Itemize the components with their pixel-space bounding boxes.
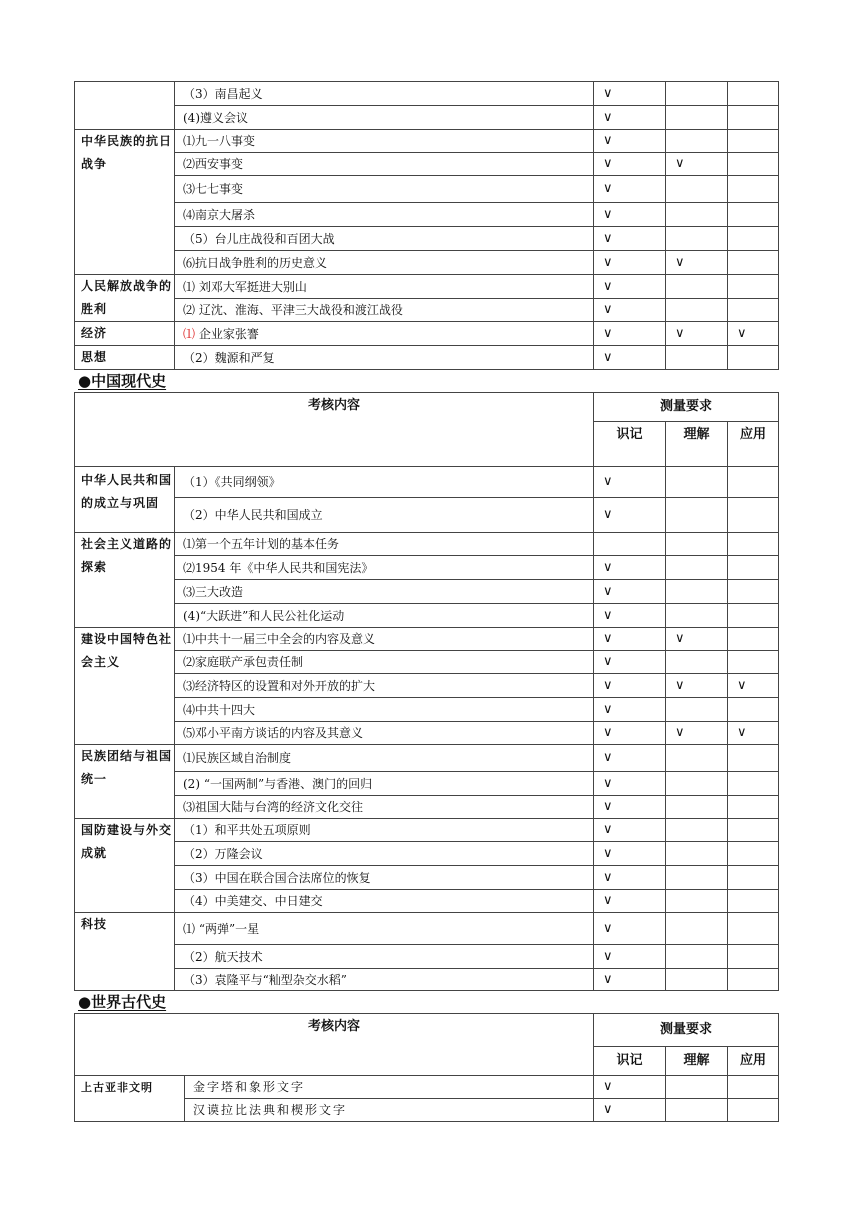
- apply-mark: [728, 969, 779, 991]
- understand-mark: [666, 227, 728, 251]
- recall-header: 识记: [594, 422, 666, 467]
- understand-mark: [666, 176, 728, 203]
- recall-mark: ∨: [594, 130, 666, 153]
- understand-mark: [666, 580, 728, 604]
- item-cell: ⑴第一个五年计划的基本任务: [175, 533, 594, 556]
- understand-mark: [666, 842, 728, 866]
- table-row: [75, 604, 779, 628]
- recall-mark: ∨: [594, 674, 666, 698]
- understand-mark: ∨: [666, 722, 728, 745]
- item-number: ⑴: [183, 326, 196, 341]
- table-row: [75, 628, 779, 651]
- apply-mark: [728, 580, 779, 604]
- recall-mark: ∨: [594, 467, 666, 498]
- table-row: [75, 498, 779, 533]
- understand-mark: [666, 1099, 728, 1122]
- understand-mark: [666, 969, 728, 991]
- item-cell: ⑷南京大屠杀: [175, 203, 594, 227]
- item-cell: ⑴ 刘邓大军挺进大别山: [175, 275, 594, 299]
- table-modern-history-continued: [74, 81, 779, 370]
- table-row: [75, 130, 779, 153]
- understand-mark: [666, 275, 728, 299]
- table-row: [75, 913, 779, 945]
- table-row: [75, 674, 779, 698]
- understand-mark: ∨: [666, 628, 728, 651]
- item-cell: （3）中国在联合国合法席位的恢复: [175, 866, 594, 890]
- apply-mark: [728, 945, 779, 969]
- apply-mark: [728, 698, 779, 722]
- table-row: [75, 176, 779, 203]
- table-header-row: [75, 393, 779, 422]
- table-row: [75, 866, 779, 890]
- category-cell: 上古亚非文明: [75, 1076, 185, 1122]
- apply-mark: [728, 533, 779, 556]
- table-row: [75, 796, 779, 819]
- table-row: [75, 227, 779, 251]
- apply-mark: [728, 1099, 779, 1122]
- understand-mark: [666, 745, 728, 772]
- item-cell: （4）中美建交、中日建交: [175, 890, 594, 913]
- item-cell: (2) “一国两制”与香港、澳门的回归: [175, 772, 594, 796]
- item-cell: ⑶祖国大陆与台湾的经济文化交往: [175, 796, 594, 819]
- understand-mark: [666, 819, 728, 842]
- apply-mark: [728, 913, 779, 945]
- recall-mark: ∨: [594, 866, 666, 890]
- table-row: [75, 275, 779, 299]
- table-row: [75, 772, 779, 796]
- table-row: [75, 533, 779, 556]
- item-cell: （1）《共同纲领》: [175, 467, 594, 498]
- recall-mark: ∨: [594, 796, 666, 819]
- apply-mark: [728, 842, 779, 866]
- recall-mark: ∨: [594, 299, 666, 322]
- recall-mark: ∨: [594, 153, 666, 176]
- apply-mark: [728, 556, 779, 580]
- item-cell: ⑴民族区域自治制度: [175, 745, 594, 772]
- understand-mark: [666, 299, 728, 322]
- apply-mark: [728, 275, 779, 299]
- item-cell: （2）魏源和严复: [175, 346, 594, 370]
- measure-header: 测量要求: [594, 1014, 779, 1047]
- understand-mark: [666, 945, 728, 969]
- table-row: [75, 819, 779, 842]
- category-cell: [75, 82, 175, 130]
- recall-mark: ∨: [594, 322, 666, 346]
- apply-mark: [728, 251, 779, 275]
- apply-mark: [728, 227, 779, 251]
- table-header-row: [75, 1014, 779, 1047]
- recall-mark: ∨: [594, 227, 666, 251]
- apply-mark: ∨: [728, 674, 779, 698]
- item-cell: ⑴ “两弹”一星: [175, 913, 594, 945]
- item-cell: [175, 322, 594, 346]
- recall-mark: ∨: [594, 498, 666, 533]
- recall-mark: ∨: [594, 628, 666, 651]
- recall-mark: ∨: [594, 275, 666, 299]
- understand-mark: [666, 796, 728, 819]
- item-cell: （1）和平共处五项原则: [175, 819, 594, 842]
- item-cell: 汉谟拉比法典和楔形文字: [185, 1099, 594, 1122]
- table-row: [75, 698, 779, 722]
- item-cell: ⑹抗日战争胜利的历史意义: [175, 251, 594, 275]
- item-cell: ⑷中共十四大: [175, 698, 594, 722]
- item-cell: ⑵家庭联产承包责任制: [175, 651, 594, 674]
- understand-mark: [666, 346, 728, 370]
- item-cell: ⑵西安事变: [175, 153, 594, 176]
- table-modern-china: [74, 392, 779, 991]
- table-row: [75, 580, 779, 604]
- table-row: [75, 82, 779, 106]
- table-row: [75, 153, 779, 176]
- table-row: [75, 842, 779, 866]
- understand-mark: [666, 866, 728, 890]
- understand-mark: ∨: [666, 322, 728, 346]
- apply-mark: [728, 203, 779, 227]
- item-cell: ⑴九一八事变: [175, 130, 594, 153]
- recall-mark: ∨: [594, 176, 666, 203]
- apply-mark: [728, 153, 779, 176]
- recall-mark: ∨: [594, 580, 666, 604]
- recall-mark: ∨: [594, 745, 666, 772]
- item-cell: （2）航天技术: [175, 945, 594, 969]
- understand-mark: [666, 533, 728, 556]
- apply-mark: ∨: [728, 722, 779, 745]
- category-cell: 科技: [75, 913, 175, 991]
- recall-mark: ∨: [594, 913, 666, 945]
- table-row: [75, 203, 779, 227]
- recall-mark: ∨: [594, 698, 666, 722]
- measure-header: 测量要求: [594, 393, 779, 422]
- understand-mark: [666, 556, 728, 580]
- category-cell: 建设中国特色社会主义: [75, 628, 175, 745]
- item-cell: 金字塔和象形文字: [185, 1076, 594, 1099]
- understand-mark: [666, 651, 728, 674]
- apply-header: 应用: [728, 422, 779, 467]
- recall-mark: ∨: [594, 819, 666, 842]
- table-row: [75, 251, 779, 275]
- table-row: [75, 322, 779, 346]
- category-cell: 思想: [75, 346, 175, 370]
- item-cell: （2）中华人民共和国成立: [175, 498, 594, 533]
- understand-mark: ∨: [666, 674, 728, 698]
- category-cell: 民族团结与祖国统一: [75, 745, 175, 819]
- recall-mark: ∨: [594, 604, 666, 628]
- understand-mark: [666, 498, 728, 533]
- recall-mark: ∨: [594, 772, 666, 796]
- understand-mark: ∨: [666, 251, 728, 275]
- apply-mark: [728, 467, 779, 498]
- recall-mark: ∨: [594, 82, 666, 106]
- item-cell: ⑴中共十一届三中全会的内容及意义: [175, 628, 594, 651]
- item-cell: (4)遵义会议: [175, 106, 594, 130]
- understand-header: 理解: [666, 1047, 728, 1076]
- recall-mark: ∨: [594, 842, 666, 866]
- category-cell: 经济: [75, 322, 175, 346]
- section-title-modern-china: ●中国现代史: [78, 372, 167, 390]
- recall-mark: ∨: [594, 890, 666, 913]
- apply-mark: [728, 604, 779, 628]
- understand-mark: [666, 106, 728, 130]
- apply-mark: [728, 106, 779, 130]
- content-header: 考核内容: [75, 393, 594, 467]
- section-title-ancient-world: ●世界古代史: [78, 993, 167, 1011]
- item-cell: (4)“大跃进”和人民公社化运动: [175, 604, 594, 628]
- table-row: [75, 969, 779, 991]
- item-cell: ⑶经济特区的设置和对外开放的扩大: [175, 674, 594, 698]
- understand-mark: ∨: [666, 153, 728, 176]
- apply-mark: [728, 176, 779, 203]
- apply-mark: [728, 796, 779, 819]
- item-cell: ⑸邓小平南方谈话的内容及其意义: [175, 722, 594, 745]
- table-row: [75, 556, 779, 580]
- table-ancient-world: [74, 1013, 779, 1122]
- apply-mark: [728, 651, 779, 674]
- category-cell: 国防建设与外交成就: [75, 819, 175, 913]
- table-row: [75, 106, 779, 130]
- apply-mark: [728, 82, 779, 106]
- understand-mark: [666, 890, 728, 913]
- table-row: [75, 745, 779, 772]
- recall-mark: ∨: [594, 346, 666, 370]
- item-cell: （3）南昌起义: [175, 82, 594, 106]
- recall-mark: ∨: [594, 722, 666, 745]
- item-cell: ⑶七七事变: [175, 176, 594, 203]
- understand-mark: [666, 698, 728, 722]
- table-row: [75, 651, 779, 674]
- table-row: [75, 346, 779, 370]
- understand-mark: [666, 604, 728, 628]
- table-row: [75, 299, 779, 322]
- apply-mark: ∨: [728, 322, 779, 346]
- apply-mark: [728, 1076, 779, 1099]
- apply-mark: [728, 866, 779, 890]
- recall-mark: ∨: [594, 106, 666, 130]
- category-cell: 中华民族的抗日战争: [75, 130, 175, 275]
- item-cell: （3）袁隆平与“籼型杂交水稻”: [175, 969, 594, 991]
- recall-mark: ∨: [594, 945, 666, 969]
- understand-mark: [666, 130, 728, 153]
- apply-mark: [728, 130, 779, 153]
- understand-mark: [666, 467, 728, 498]
- item-cell: ⑶三大改造: [175, 580, 594, 604]
- apply-mark: [728, 498, 779, 533]
- item-cell: ⑵1954 年《中华人民共和国宪法》: [175, 556, 594, 580]
- apply-header: 应用: [728, 1047, 779, 1076]
- apply-mark: [728, 628, 779, 651]
- table-row: [75, 467, 779, 498]
- recall-mark: ∨: [594, 1076, 666, 1099]
- apply-mark: [728, 890, 779, 913]
- apply-mark: [728, 299, 779, 322]
- recall-mark: ∨: [594, 1099, 666, 1122]
- category-cell: 中华人民共和国的成立与巩固: [75, 467, 175, 533]
- document-page: [74, 81, 778, 1122]
- category-cell: 社会主义道路的探索: [75, 533, 175, 628]
- apply-mark: [728, 772, 779, 796]
- recall-mark: ∨: [594, 969, 666, 991]
- item-text: 企业家张謇: [195, 326, 259, 341]
- apply-mark: [728, 745, 779, 772]
- recall-mark: ∨: [594, 556, 666, 580]
- understand-mark: [666, 203, 728, 227]
- table-row: [75, 722, 779, 745]
- item-cell: （5）台儿庄战役和百团大战: [175, 227, 594, 251]
- recall-header: 识记: [594, 1047, 666, 1076]
- table-row: [75, 1076, 779, 1099]
- table-row: [75, 890, 779, 913]
- category-cell: 人民解放战争的胜利: [75, 275, 175, 322]
- table-row: [75, 945, 779, 969]
- recall-mark: ∨: [594, 251, 666, 275]
- recall-mark: ∨: [594, 203, 666, 227]
- apply-mark: [728, 819, 779, 842]
- understand-mark: [666, 1076, 728, 1099]
- apply-mark: [728, 346, 779, 370]
- understand-mark: [666, 82, 728, 106]
- understand-header: 理解: [666, 422, 728, 467]
- understand-mark: [666, 913, 728, 945]
- understand-mark: [666, 772, 728, 796]
- recall-mark: ∨: [594, 651, 666, 674]
- content-header: 考核内容: [75, 1014, 594, 1076]
- item-cell: （2）万隆会议: [175, 842, 594, 866]
- recall-mark: [594, 533, 666, 556]
- item-cell: ⑵ 辽沈、淮海、平津三大战役和渡江战役: [175, 299, 594, 322]
